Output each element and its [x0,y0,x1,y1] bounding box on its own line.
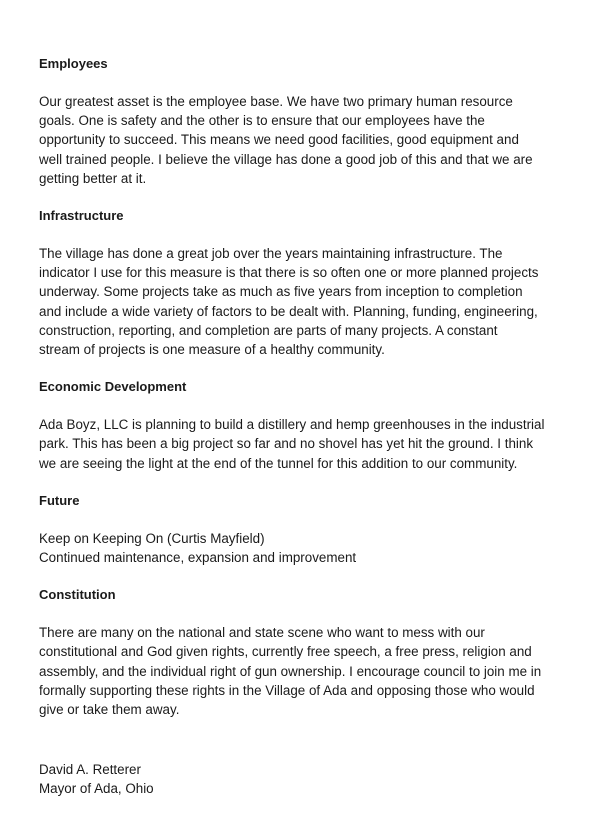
text-line: formally supporting these rights in the Village of Ada and opposing those who would [39,682,535,698]
text-line: give or take them away. [39,702,180,718]
text-line: goals. One is safety and the other is to ensure that our employees have the [39,113,485,129]
text-line: park. This has been a big project so far and no shovel has yet hit the ground. I think [39,436,534,452]
employees-section [39,54,589,188]
text-line: constitutional and God given rights, currently free speech, a free press, religion and [39,644,532,660]
text-line: well trained people. I believe the village has done a good job of this and that we are [39,151,533,167]
section-heading-future: Future [39,492,80,508]
signer-name: David A. Retterer [39,762,141,777]
infrastructure-section [39,206,589,359]
infrastructure-paragraph [39,244,589,359]
text-line: opportunity to succeed. This means we need good facilities, good equipment and [39,132,519,148]
text-line: underway. Some projects take as much as five years from inception to completion [39,284,523,300]
text-line: construction, reporting, and completion are parts of many projects. A constant [39,322,498,338]
economic-development-paragraph [39,415,589,473]
text-line: getting better at it. [39,170,147,186]
text-line: Our greatest asset is the employee base. We have two primary human resource [39,94,513,109]
economic-development-section [39,377,589,473]
text-line: indicator I use for this measure is that there is so often one or more planned projects [39,265,539,281]
text-line: we are seeing the light at the end of the tunnel for this addition to our community. [39,455,518,471]
text-line: and include a wide variety of factors to be dealt with. Planning, funding, engineering, [39,303,538,319]
text-line: The village has done a great job over the years maintaining infrastructure. The [39,246,503,262]
section-heading-constitution: Constitution [39,587,116,603]
section-heading-economic-development: Economic Development [39,379,187,395]
text-line: Ada Boyz, LLC is planning to build a distillery and hemp greenhouses in the industrial [39,417,545,433]
text-line: Keep on Keeping On (Curtis Mayfield) [39,530,265,546]
constitution-paragraph [39,623,589,719]
section-heading-employees: Employees [39,56,108,71]
letter-body [39,54,589,737]
text-line: stream of projects is one measure of a healthy community. [39,342,385,358]
future-section [39,491,589,567]
text-line: Continued maintenance, expansion and improvement [39,550,357,566]
signature-block [39,760,154,798]
signer-title: Mayor of Ada, Ohio [39,781,154,797]
section-heading-infrastructure: Infrastructure [39,208,124,224]
text-line: assembly, and the individual right of gun ownership. I encourage council to join me in [39,663,542,679]
employees-paragraph [39,92,589,188]
constitution-section [39,585,589,719]
text-line: There are many on the national and state scene who want to mess with our [39,625,485,641]
future-paragraph [39,529,589,567]
